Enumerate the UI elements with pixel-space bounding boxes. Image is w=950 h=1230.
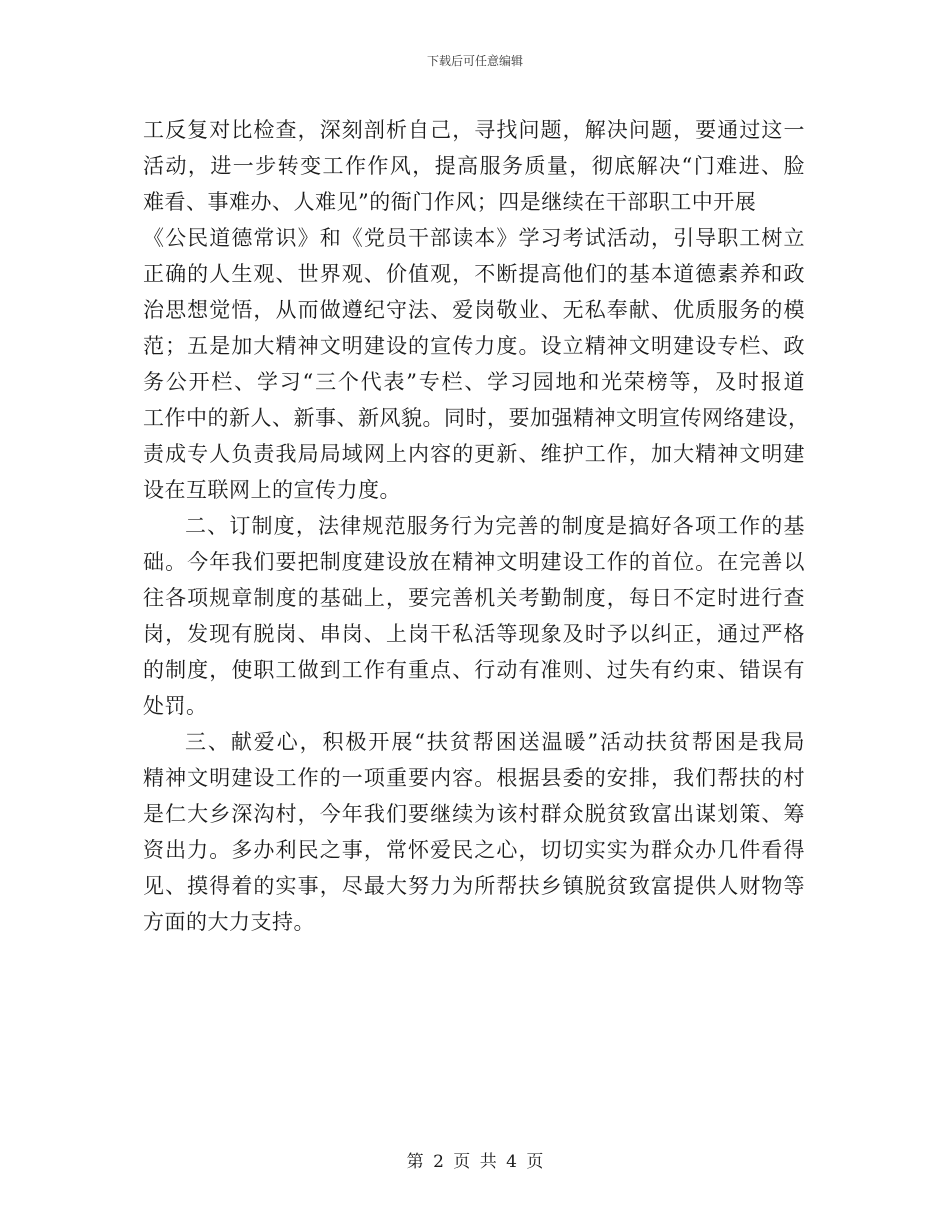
body-line: 方面的大力支持。 xyxy=(143,910,315,934)
body-line: 工反复对比检查，深刻剖析自己，寻找问题，解决问题，要通过这一 xyxy=(143,118,805,142)
body-line: 处罚。 xyxy=(143,694,208,718)
body-line: 是仁大乡深沟村，今年我们要继续为该村群众脱贫致富出谋划策、筹 xyxy=(143,802,805,826)
body-line: 活动，进一步转变工作作风，提高服务质量，彻底解决“门难进、脸 xyxy=(143,154,805,178)
body-line: 难看、事难办、人难见”的衙门作风；四是继续在干部职工中开展 xyxy=(143,190,757,214)
body-line: 务公开栏、学习“三个代表”专栏、学习园地和光荣榜等，及时报道 xyxy=(143,370,805,394)
body-line: 责成专人负责我局局域网上内容的更新、维护工作，加大精神文明建 xyxy=(143,442,805,466)
body-line: 往各项规章制度的基础上，要完善机关考勤制度，每日不定时进行查 xyxy=(143,586,805,610)
body-line: 资出力。多办利民之事，常怀爱民之心，切切实实为群众办几件看得 xyxy=(143,838,805,862)
document-body xyxy=(143,112,810,940)
paragraph-start-line: 二、订制度，法律规范服务行为完善的制度是搞好各项工作的基 xyxy=(185,514,805,538)
body-line: 精神文明建设工作的一项重要内容。根据县委的安排，我们帮扶的村 xyxy=(143,766,805,790)
body-line: 治思想觉悟，从而做遵纪守法、爱岗敬业、无私奉献、优质服务的模 xyxy=(143,298,805,322)
page-number-footer: 第 2 页 共 4 页 xyxy=(406,1152,544,1172)
body-line: 见、摸得着的实事，尽最大努力为所帮扶乡镇脱贫致富提供人财物等 xyxy=(143,874,805,898)
body-line: 的制度，使职工做到工作有重点、行动有准则、过失有约束、错误有 xyxy=(143,658,805,682)
page-header: 下载后可任意编辑 xyxy=(426,54,523,68)
body-line: 正确的人生观、世界观、价值观，不断提高他们的基本道德素养和政 xyxy=(143,262,805,286)
body-line: 范；五是加大精神文明建设的宣传力度。设立精神文明建设专栏、政 xyxy=(143,334,805,358)
body-line: 岗，发现有脱岗、串岗、上岗干私活等现象及时予以纠正，通过严格 xyxy=(143,622,805,646)
paragraph-start-line: 三、献爱心，积极开展“扶贫帮困送温暖”活动扶贫帮困是我局 xyxy=(185,730,805,754)
body-line: 础。今年我们要把制度建设放在精神文明建设工作的首位。在完善以 xyxy=(143,550,805,574)
body-line: 设在互联网上的宣传力度。 xyxy=(143,478,401,502)
body-line: 《公民道德常识》和《党员干部读本》学习考试活动，引导职工树立 xyxy=(143,226,805,250)
body-line: 工作中的新人、新事、新风貌。同时，要加强精神文明宣传网络建设， xyxy=(143,406,810,430)
